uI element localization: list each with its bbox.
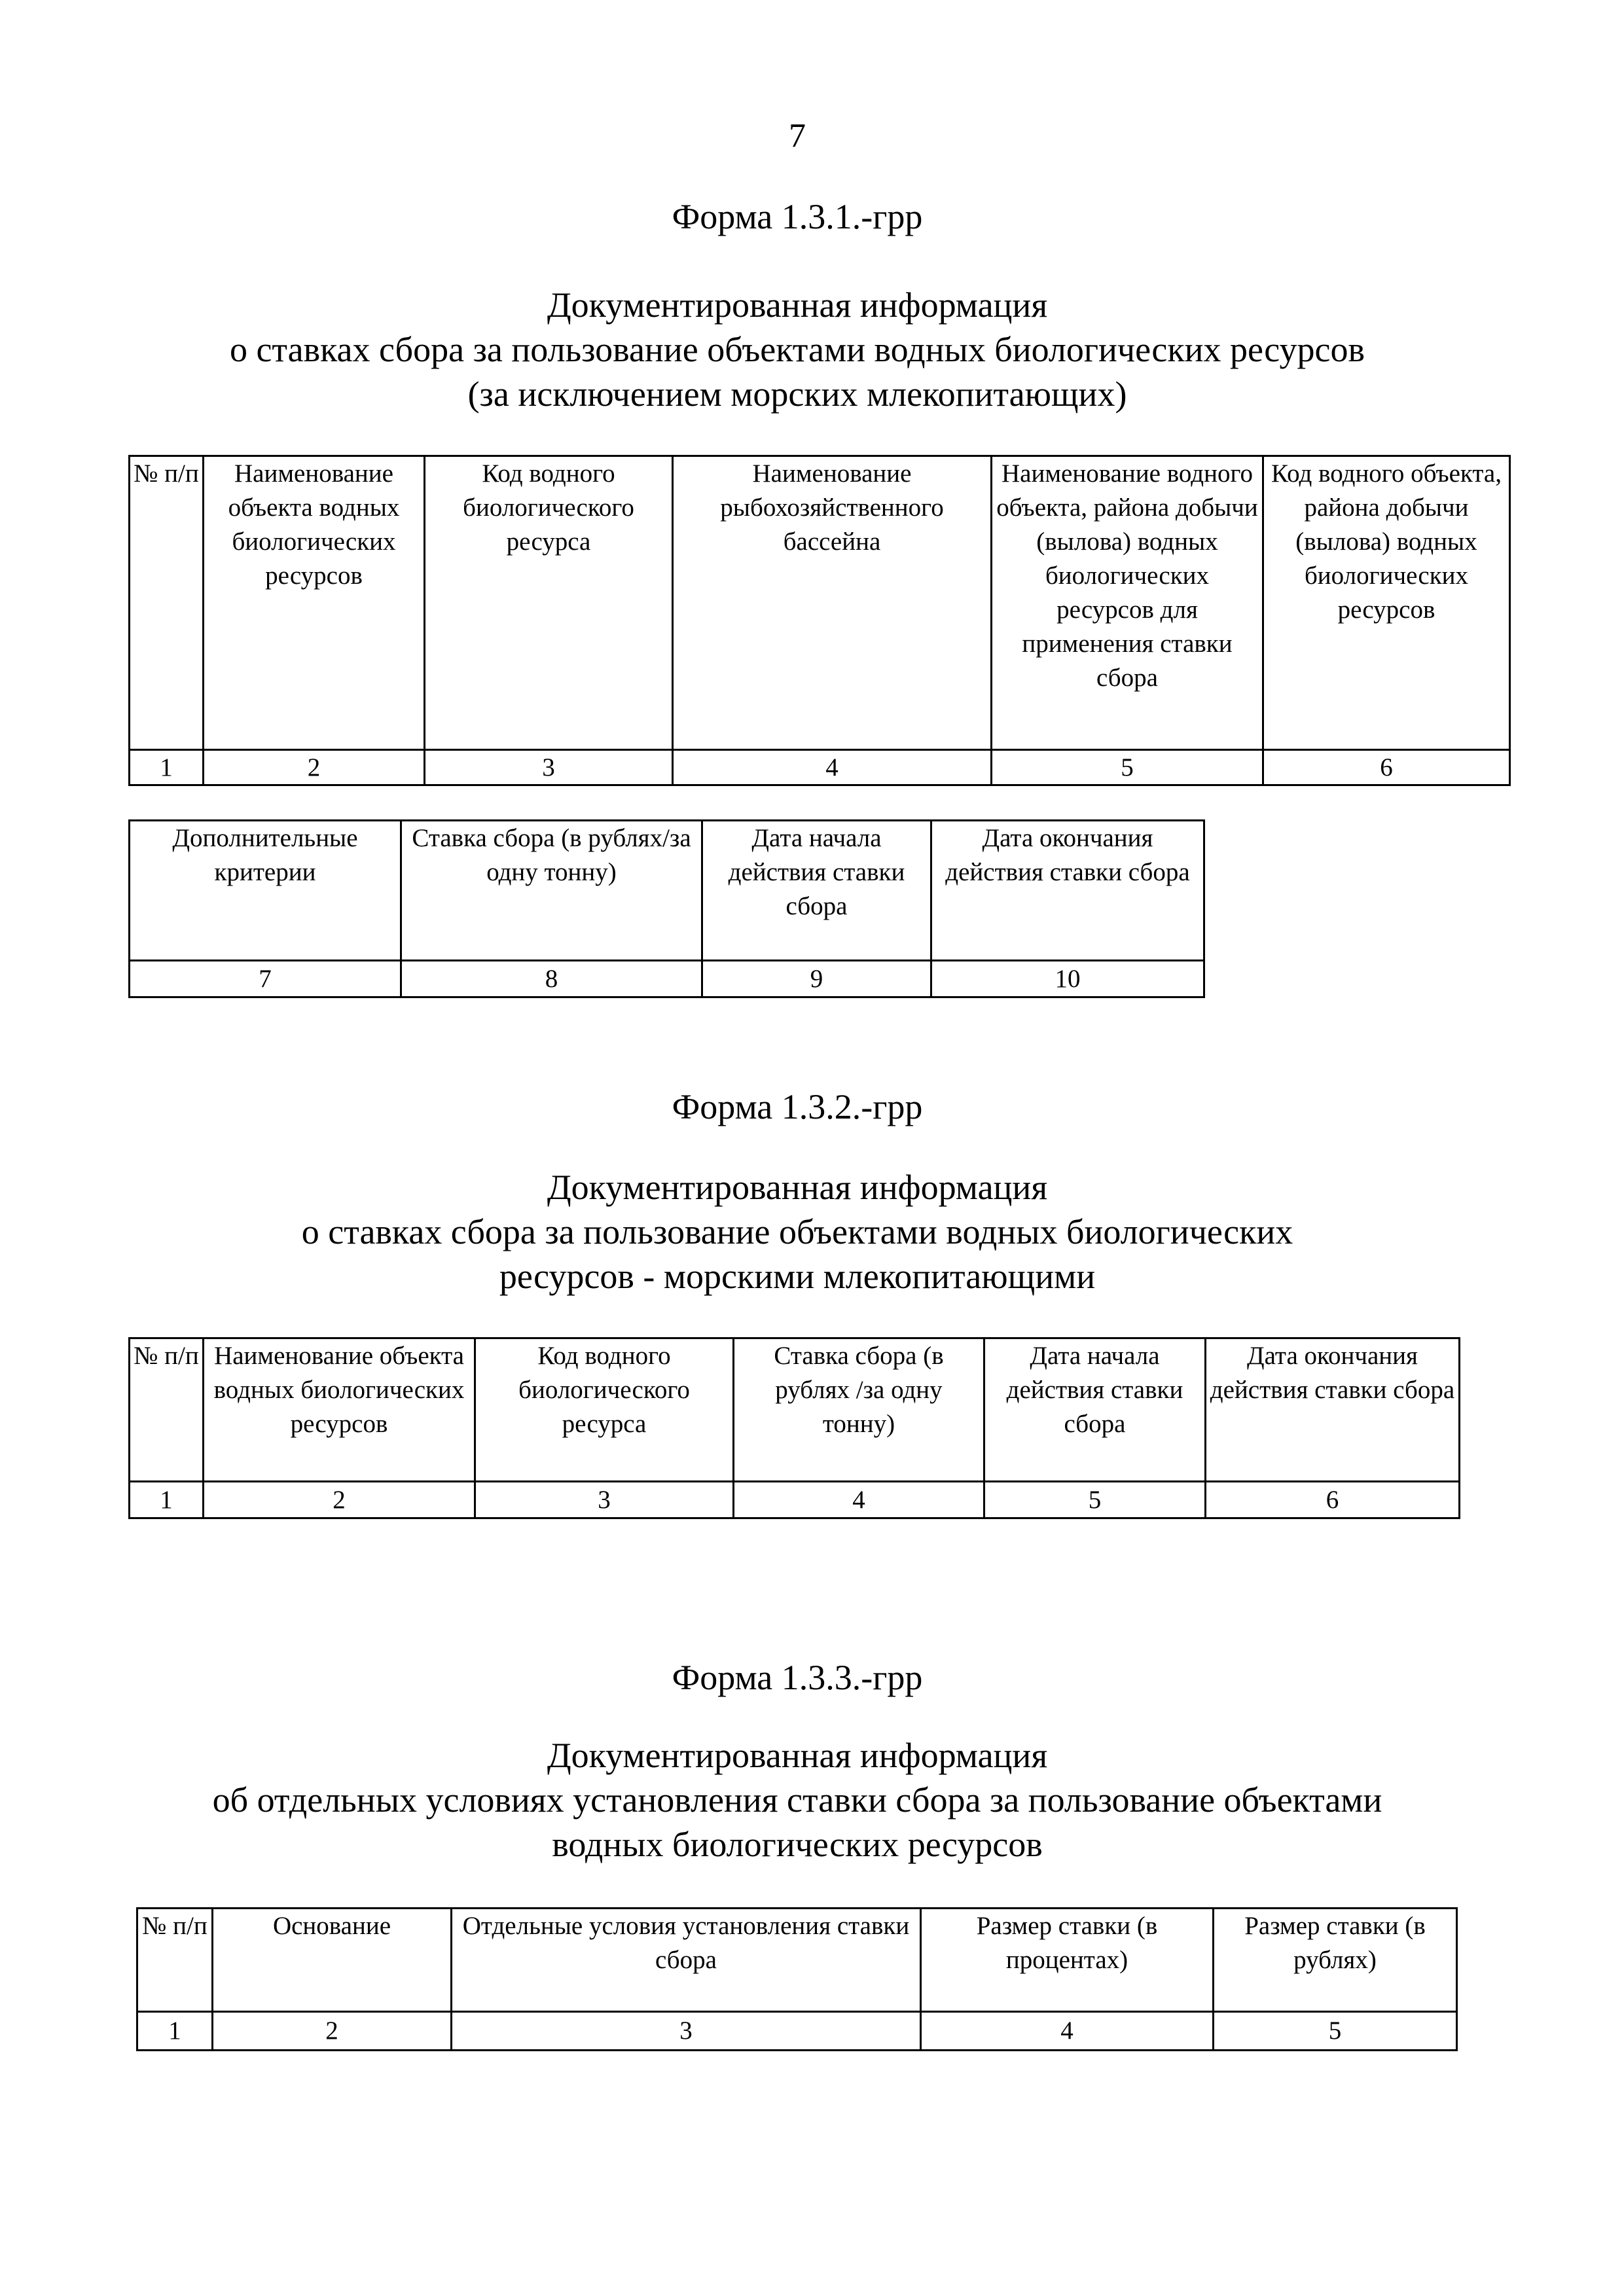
column-number: 2 [213, 2012, 452, 2051]
header-cell: Дата окончания действия ставки сбора [1206, 1338, 1460, 1482]
header-cell: Дата окончания действия ставки сбора [931, 821, 1204, 961]
header-cell: Код водного биологического ресурса [425, 456, 673, 750]
column-number: 4 [734, 1482, 984, 1518]
heading-line: о ставках сбора за пользование объектами водных биологических [301, 1212, 1293, 1251]
heading-line: об отдельных условиях установления ставки сбора за пользование объектами [212, 1780, 1382, 1820]
header-cell: Дата начала действия ставки сбора [702, 821, 931, 961]
header-cell: № п/п [130, 1338, 204, 1482]
column-number: 5 [984, 1482, 1206, 1518]
form-1-3-1-heading [0, 283, 1595, 416]
header-cell: Размер ставки (в процентах) [921, 1909, 1214, 2012]
heading-line: ресурсов - морскими млекопитающими [499, 1257, 1096, 1296]
column-number: 2 [204, 750, 425, 785]
form-1-3-3-heading [0, 1733, 1595, 1867]
column-number: 7 [130, 961, 401, 997]
form-1-3-3-table [136, 1907, 1458, 2051]
header-cell: Размер ставки (в рублях) [1214, 1909, 1457, 2012]
form-1-3-1-table-a [128, 455, 1511, 786]
header-cell: Основание [213, 1909, 452, 2012]
column-number: 10 [931, 961, 1204, 997]
header-cell: Наименование рыбохозяйственного бассейна [673, 456, 992, 750]
form-1-3-2-heading [0, 1165, 1595, 1299]
column-number: 3 [425, 750, 673, 785]
form-1-3-2-table [128, 1337, 1460, 1519]
header-cell: Наименование водного объекта, района добычи (вылова) водных биологических ресурсов для применения ставки сбора [992, 456, 1263, 750]
column-number: 5 [992, 750, 1263, 785]
page-number: 7 [789, 117, 806, 154]
heading-line: (за исключением морских млекопитающих) [467, 374, 1127, 414]
column-number: 5 [1214, 2012, 1457, 2051]
column-number: 8 [401, 961, 702, 997]
form-1-3-1-title: Форма 1.3.1.-грр [672, 197, 923, 236]
column-number: 1 [130, 750, 204, 785]
heading-line: Документированная информация [547, 285, 1048, 325]
header-cell: Ставка сбора (в рублях/за одну тонну) [401, 821, 702, 961]
heading-line: о ставках сбора за пользование объектами водных биологических ресурсов [229, 330, 1365, 369]
header-cell: Дата начала действия ставки сбора [984, 1338, 1206, 1482]
column-number: 2 [204, 1482, 475, 1518]
column-number: 3 [452, 2012, 921, 2051]
header-cell: № п/п [137, 1909, 213, 2012]
heading-line: водных биологических ресурсов [552, 1825, 1043, 1864]
column-number: 4 [673, 750, 992, 785]
header-cell: Код водного объекта, района добычи (вылова) водных биологических ресурсов [1263, 456, 1510, 750]
heading-line: Документированная информация [547, 1168, 1048, 1207]
header-cell: № п/п [130, 456, 204, 750]
header-cell: Ставка сбора (в рублях /за одну тонну) [734, 1338, 984, 1482]
form-1-3-3-title: Форма 1.3.3.-грр [672, 1658, 923, 1697]
header-cell: Наименование объекта водных биологических ресурсов [204, 1338, 475, 1482]
form-1-3-1-table-b [128, 819, 1205, 998]
column-number: 1 [130, 1482, 204, 1518]
form-1-3-2-title: Форма 1.3.2.-грр [672, 1087, 923, 1126]
column-number: 6 [1206, 1482, 1460, 1518]
header-cell: Код водного биологического ресурса [475, 1338, 734, 1482]
column-number: 4 [921, 2012, 1214, 2051]
header-cell: Отдельные условия установления ставки сбора [452, 1909, 921, 2012]
header-cell: Наименование объекта водных биологических ресурсов [204, 456, 425, 750]
heading-line: Документированная информация [547, 1736, 1048, 1775]
column-number: 1 [137, 2012, 213, 2051]
column-number: 6 [1263, 750, 1510, 785]
column-number: 3 [475, 1482, 734, 1518]
header-cell: Дополнительные критерии [130, 821, 401, 961]
column-number: 9 [702, 961, 931, 997]
